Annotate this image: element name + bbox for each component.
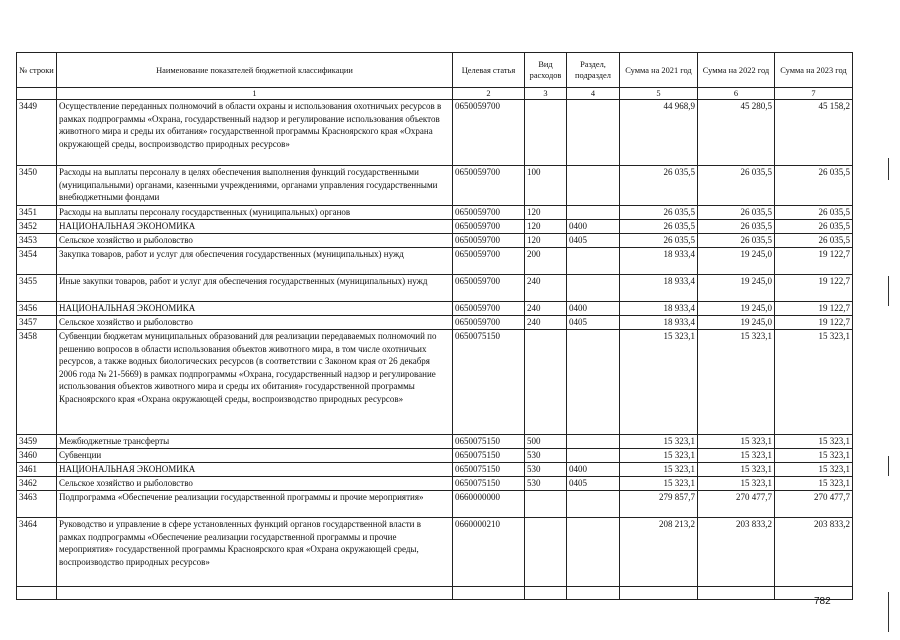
row-expense-type: 530 bbox=[525, 449, 567, 463]
row-name: Сельское хозяйство и рыболовство bbox=[57, 316, 453, 330]
table-row bbox=[17, 206, 853, 220]
row-sum-2023: 270 477,7 bbox=[775, 491, 853, 518]
row-number: 3452 bbox=[17, 220, 57, 234]
row-name: Иные закупки товаров, работ и услуг для обеспечения государственных (муниципальных) нужд bbox=[57, 275, 453, 302]
row-sum-2021: 18 933,4 bbox=[620, 275, 698, 302]
table-row bbox=[17, 463, 853, 477]
row-number: 3463 bbox=[17, 491, 57, 518]
row-sum-2023: 19 122,7 bbox=[775, 316, 853, 330]
row-target-article: 0650059700 bbox=[453, 206, 525, 220]
row-expense-type: 200 bbox=[525, 248, 567, 275]
row-expense-type bbox=[525, 518, 567, 587]
row-section bbox=[567, 518, 620, 587]
row-sum-2022: 15 323,1 bbox=[698, 477, 775, 491]
row-section: 0400 bbox=[567, 220, 620, 234]
row-sum-2023: 203 833,2 bbox=[775, 518, 853, 587]
row-sum-2023: 26 035,5 bbox=[775, 166, 853, 206]
table-row bbox=[17, 449, 853, 463]
row-section: 0405 bbox=[567, 234, 620, 248]
row-number: 3460 bbox=[17, 449, 57, 463]
column-number: 1 bbox=[57, 88, 453, 100]
row-target-article: 0650075150 bbox=[453, 435, 525, 449]
row-section: 0400 bbox=[567, 463, 620, 477]
row-sum-2022: 19 245,0 bbox=[698, 248, 775, 275]
row-sum-2023: 26 035,5 bbox=[775, 234, 853, 248]
row-sum-2021: 18 933,4 bbox=[620, 248, 698, 275]
row-name: Сельское хозяйство и рыболовство bbox=[57, 234, 453, 248]
table-row bbox=[17, 166, 853, 206]
table-row bbox=[17, 248, 853, 275]
empty-cell bbox=[57, 587, 453, 600]
row-expense-type: 120 bbox=[525, 220, 567, 234]
row-name: Расходы на выплаты персоналу в целях обеспечения выполнения функций государственными (муниципальными) органами, казенными учреждениями, органами управления государственными внебюджетными фондами bbox=[57, 166, 453, 206]
row-target-article: 0650059700 bbox=[453, 234, 525, 248]
empty-cell bbox=[453, 587, 525, 600]
row-name: Расходы на выплаты персоналу государственных (муниципальных) органов bbox=[57, 206, 453, 220]
row-sum-2022: 26 035,5 bbox=[698, 166, 775, 206]
row-sum-2021: 44 968,9 bbox=[620, 100, 698, 166]
row-sum-2021: 26 035,5 bbox=[620, 166, 698, 206]
row-expense-type: 120 bbox=[525, 234, 567, 248]
row-sum-2023: 15 323,1 bbox=[775, 330, 853, 435]
row-sum-2023: 45 158,2 bbox=[775, 100, 853, 166]
row-expense-type: 530 bbox=[525, 463, 567, 477]
table-row bbox=[17, 330, 853, 435]
empty-cell bbox=[567, 587, 620, 600]
row-name: Руководство и управление в сфере установленных функций органов государственной власти в рамках подпрограммы «Обеспечение реализации государственной программы и прочие мероприятия» государственной программы Красноярского края «Охрана окружающей среды, воспроизводство природных ресурсов» bbox=[57, 518, 453, 587]
row-expense-type: 100 bbox=[525, 166, 567, 206]
table-row-empty bbox=[17, 587, 853, 600]
row-sum-2022: 19 245,0 bbox=[698, 316, 775, 330]
column-number: 6 bbox=[698, 88, 775, 100]
row-expense-type: 120 bbox=[525, 206, 567, 220]
header-type: Вид расходов bbox=[525, 53, 567, 88]
table-row bbox=[17, 100, 853, 166]
row-sum-2023: 19 122,7 bbox=[775, 302, 853, 316]
row-section: 0405 bbox=[567, 477, 620, 491]
row-number: 3464 bbox=[17, 518, 57, 587]
row-sum-2022: 203 833,2 bbox=[698, 518, 775, 587]
row-target-article: 0650059700 bbox=[453, 316, 525, 330]
header-section: Раздел, подраздел bbox=[567, 53, 620, 88]
row-sum-2021: 18 933,4 bbox=[620, 316, 698, 330]
row-section: 0400 bbox=[567, 302, 620, 316]
row-name: Сельское хозяйство и рыболовство bbox=[57, 477, 453, 491]
table-body bbox=[17, 100, 853, 600]
row-target-article: 0650075150 bbox=[453, 449, 525, 463]
row-section bbox=[567, 275, 620, 302]
row-target-article: 0650059700 bbox=[453, 302, 525, 316]
header-sum-2022: Сумма на 2022 год bbox=[698, 53, 775, 88]
row-section bbox=[567, 248, 620, 275]
row-sum-2023: 15 323,1 bbox=[775, 449, 853, 463]
row-section bbox=[567, 449, 620, 463]
header-name: Наименование показателей бюджетной классификации bbox=[57, 53, 453, 88]
empty-cell bbox=[620, 587, 698, 600]
row-expense-type bbox=[525, 100, 567, 166]
row-expense-type bbox=[525, 491, 567, 518]
row-sum-2021: 26 035,5 bbox=[620, 206, 698, 220]
header-code: Целевая статья bbox=[453, 53, 525, 88]
column-number-row bbox=[17, 88, 853, 100]
column-number: 2 bbox=[453, 88, 525, 100]
row-number: 3459 bbox=[17, 435, 57, 449]
row-sum-2021: 15 323,1 bbox=[620, 463, 698, 477]
row-name: НАЦИОНАЛЬНАЯ ЭКОНОМИКА bbox=[57, 302, 453, 316]
row-number: 3457 bbox=[17, 316, 57, 330]
row-number: 3462 bbox=[17, 477, 57, 491]
row-sum-2021: 15 323,1 bbox=[620, 449, 698, 463]
row-sum-2023: 26 035,5 bbox=[775, 206, 853, 220]
row-sum-2023: 26 035,5 bbox=[775, 220, 853, 234]
row-section bbox=[567, 491, 620, 518]
row-sum-2022: 26 035,5 bbox=[698, 234, 775, 248]
row-section bbox=[567, 435, 620, 449]
row-sum-2022: 45 280,5 bbox=[698, 100, 775, 166]
empty-cell bbox=[525, 587, 567, 600]
row-target-article: 0650059700 bbox=[453, 100, 525, 166]
row-target-article: 0650059700 bbox=[453, 166, 525, 206]
row-sum-2021: 26 035,5 bbox=[620, 220, 698, 234]
row-section bbox=[567, 166, 620, 206]
table-row bbox=[17, 275, 853, 302]
row-section bbox=[567, 100, 620, 166]
table-row bbox=[17, 302, 853, 316]
row-sum-2022: 19 245,0 bbox=[698, 302, 775, 316]
scan-margin-mark bbox=[888, 158, 889, 180]
row-sum-2022: 26 035,5 bbox=[698, 220, 775, 234]
row-number: 3454 bbox=[17, 248, 57, 275]
row-sum-2021: 208 213,2 bbox=[620, 518, 698, 587]
row-section bbox=[567, 206, 620, 220]
row-target-article: 0650059700 bbox=[453, 275, 525, 302]
row-sum-2023: 15 323,1 bbox=[775, 435, 853, 449]
row-sum-2021: 26 035,5 bbox=[620, 234, 698, 248]
header-row bbox=[17, 53, 853, 88]
row-target-article: 0650059700 bbox=[453, 220, 525, 234]
scan-margin-mark bbox=[888, 276, 889, 306]
row-sum-2023: 19 122,7 bbox=[775, 275, 853, 302]
row-name: Субвенции бюджетам муниципальных образований для реализации передаваемых полномочий по решению вопросов в области использования объектов животного мира, в том числе охотничьих ресурсов, а также водных биологических ресурсов (в соответствии с Законом края от 26 декабря 2006 года № 21-5669) в рамках подпрограммы «Охрана, государственный надзор и регулирование использования объектов животного мира и среды их обитания» государственной программы Красноярского края «Охрана окружающей среды, воспроизводство природных ресурсов» bbox=[57, 330, 453, 435]
column-number: 7 bbox=[775, 88, 853, 100]
row-target-article: 0650075150 bbox=[453, 463, 525, 477]
table-row bbox=[17, 316, 853, 330]
row-expense-type: 240 bbox=[525, 316, 567, 330]
row-name: Закупка товаров, работ и услуг для обеспечения государственных (муниципальных) нужд bbox=[57, 248, 453, 275]
empty-cell bbox=[17, 587, 57, 600]
row-expense-type: 500 bbox=[525, 435, 567, 449]
row-number: 3458 bbox=[17, 330, 57, 435]
row-number: 3461 bbox=[17, 463, 57, 477]
table-row bbox=[17, 518, 853, 587]
table-row bbox=[17, 477, 853, 491]
row-target-article: 0650059700 bbox=[453, 248, 525, 275]
row-name: Межбюджетные трансферты bbox=[57, 435, 453, 449]
row-number: 3451 bbox=[17, 206, 57, 220]
row-number: 3449 bbox=[17, 100, 57, 166]
row-sum-2022: 15 323,1 bbox=[698, 463, 775, 477]
row-name: НАЦИОНАЛЬНАЯ ЭКОНОМИКА bbox=[57, 220, 453, 234]
row-expense-type: 240 bbox=[525, 275, 567, 302]
row-target-article: 0660000210 bbox=[453, 518, 525, 587]
row-sum-2022: 270 477,7 bbox=[698, 491, 775, 518]
row-name: Субвенции bbox=[57, 449, 453, 463]
row-expense-type: 530 bbox=[525, 477, 567, 491]
page-number: 782 bbox=[814, 596, 831, 607]
row-name: Подпрограмма «Обеспечение реализации государственной программы и прочие мероприятия» bbox=[57, 491, 453, 518]
table-row bbox=[17, 234, 853, 248]
row-sum-2021: 15 323,1 bbox=[620, 330, 698, 435]
header-sum-2021: Сумма на 2021 год bbox=[620, 53, 698, 88]
row-sum-2022: 26 035,5 bbox=[698, 206, 775, 220]
table-row bbox=[17, 491, 853, 518]
budget-table bbox=[16, 52, 853, 600]
row-number: 3456 bbox=[17, 302, 57, 316]
row-target-article: 0660000000 bbox=[453, 491, 525, 518]
row-sum-2023: 15 323,1 bbox=[775, 477, 853, 491]
row-number: 3455 bbox=[17, 275, 57, 302]
scan-margin-mark bbox=[888, 592, 889, 632]
row-target-article: 0650075150 bbox=[453, 330, 525, 435]
table-row bbox=[17, 435, 853, 449]
row-section: 0405 bbox=[567, 316, 620, 330]
row-expense-type: 240 bbox=[525, 302, 567, 316]
scan-margin-mark bbox=[888, 456, 889, 476]
column-number: 5 bbox=[620, 88, 698, 100]
row-sum-2022: 19 245,0 bbox=[698, 275, 775, 302]
row-sum-2022: 15 323,1 bbox=[698, 449, 775, 463]
column-number: 3 bbox=[525, 88, 567, 100]
header-row-no: № строки bbox=[17, 53, 57, 88]
row-name: Осуществление переданных полномочий в области охраны и использования охотничьих ресурсов в рамках подпрограммы «Охрана, государственный надзор и регулирование использования объектов животного мира и среды их обитания» государственной программы Красноярского края «Охрана окружающей среды, воспроизводство природных ресурсов» bbox=[57, 100, 453, 166]
row-sum-2022: 15 323,1 bbox=[698, 435, 775, 449]
row-expense-type bbox=[525, 330, 567, 435]
row-number: 3450 bbox=[17, 166, 57, 206]
empty-cell bbox=[698, 587, 775, 600]
column-number-1 bbox=[17, 88, 57, 100]
row-sum-2022: 15 323,1 bbox=[698, 330, 775, 435]
table-row bbox=[17, 220, 853, 234]
row-sum-2023: 15 323,1 bbox=[775, 463, 853, 477]
row-section bbox=[567, 330, 620, 435]
row-sum-2021: 18 933,4 bbox=[620, 302, 698, 316]
row-name: НАЦИОНАЛЬНАЯ ЭКОНОМИКА bbox=[57, 463, 453, 477]
header-sum-2023: Сумма на 2023 год bbox=[775, 53, 853, 88]
row-sum-2023: 19 122,7 bbox=[775, 248, 853, 275]
row-target-article: 0650075150 bbox=[453, 477, 525, 491]
column-number: 4 bbox=[567, 88, 620, 100]
row-sum-2021: 279 857,7 bbox=[620, 491, 698, 518]
row-number: 3453 bbox=[17, 234, 57, 248]
row-sum-2021: 15 323,1 bbox=[620, 435, 698, 449]
row-sum-2021: 15 323,1 bbox=[620, 477, 698, 491]
